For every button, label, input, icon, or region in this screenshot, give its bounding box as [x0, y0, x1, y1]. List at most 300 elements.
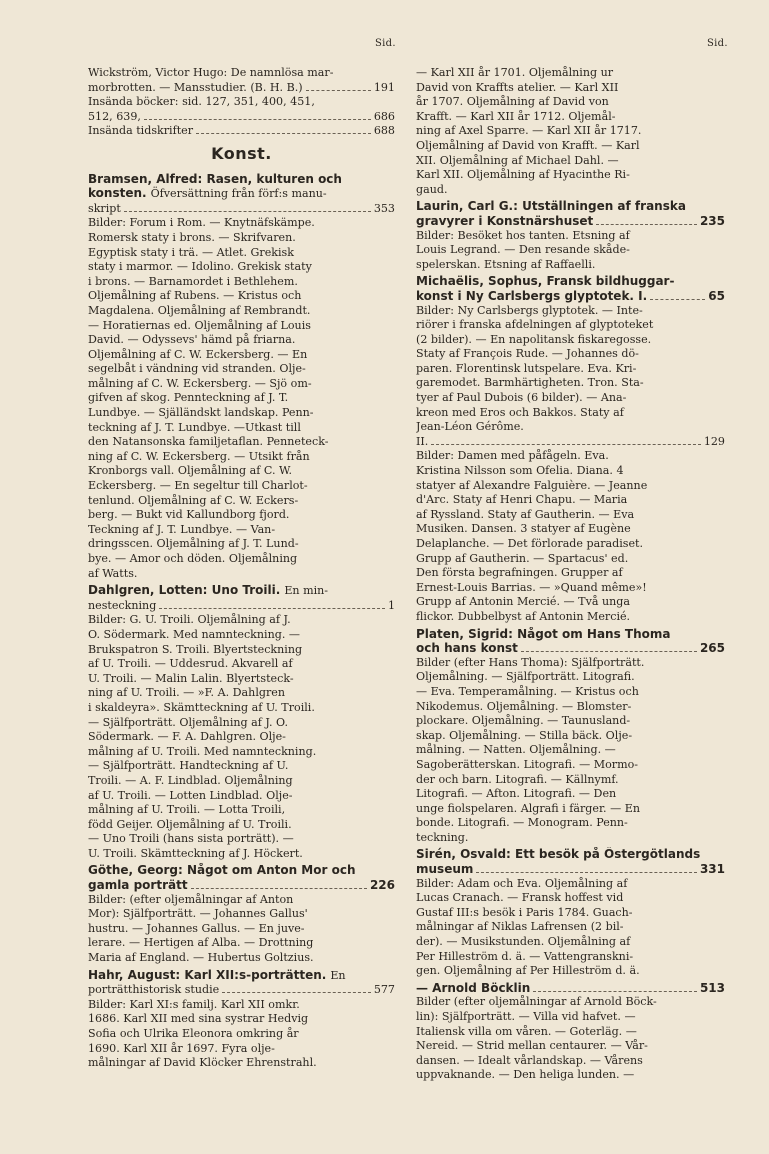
line-text: Wickström, Victor Hugo: De namnlösa mar-	[88, 66, 334, 79]
entry-description-line	[88, 686, 395, 701]
entry-description-line	[88, 672, 395, 687]
line-text: gifven af skog. Pennteckning af J. T.	[88, 391, 289, 405]
entry-heading-line	[88, 172, 395, 187]
line-text: U. Troili. — Malin Lalin. Blyertsteck-	[88, 671, 294, 685]
entry-description-line	[416, 154, 725, 169]
line-text: lin): Själfporträtt. — Villa vid hafvet. —	[416, 1010, 636, 1023]
entry-description-line	[88, 246, 395, 261]
line-text: Bilder: G. U. Troili. Oljemålning af J.	[88, 613, 291, 627]
entry-description-line	[88, 1042, 395, 1057]
entry-description-line	[416, 1010, 725, 1025]
entry-description-line	[88, 231, 395, 246]
page-number: 513	[699, 980, 725, 995]
line-text: målningar af Niklas Lafrensen (2 bil-	[416, 920, 624, 934]
entry-description-line	[416, 729, 725, 744]
entry-description-line	[88, 552, 395, 567]
entry-description-line	[416, 656, 725, 671]
entry-description-line	[88, 1012, 395, 1027]
line-text: Troili. — A. F. Lindblad. Oljemålning	[88, 773, 293, 787]
index-entry	[416, 627, 725, 846]
entry-description-line	[416, 831, 725, 846]
page-number: 688	[373, 124, 395, 138]
entry-title-line	[88, 878, 395, 893]
entry-heading: Sirén, Osvald: Ett besök på Östergötlands	[416, 847, 701, 862]
entry-description-line	[416, 1054, 725, 1069]
entry-description-line	[416, 376, 725, 391]
line-text: af U. Troili. — Lotten Lindblad. Olje-	[88, 788, 293, 802]
line-text: Sofia och Ulrika Eleonora omkring år	[88, 1027, 299, 1040]
line-text: bye. — Amor och döden. Oljemålning	[88, 552, 298, 565]
index-entry	[416, 199, 725, 272]
line-text: 1690. Karl XII år 1697. Fyra olje-	[88, 1041, 275, 1055]
line-text: David. — Odyssevs' hämd på friarna.	[88, 333, 296, 347]
entry-description-line	[88, 260, 395, 275]
entry-description-line	[88, 803, 395, 818]
column-header-left: Sid.	[375, 38, 396, 49]
line-text: Per Hilleström d. ä. — Vattengranskni-	[416, 949, 634, 963]
entry-description-line	[416, 420, 725, 435]
entry-description-line	[416, 110, 725, 125]
line-text: Delaplanche. — Det förlorade paradiset.	[416, 537, 644, 550]
line-text: målning. — Natten. Oljemålning. —	[416, 743, 616, 757]
entry-description-line	[416, 935, 725, 950]
line-text: Bilder: Forum i Rom. — Knytnäfskämpe.	[88, 216, 315, 230]
entry-heading-line	[416, 627, 725, 642]
entry-description-line	[88, 1056, 395, 1071]
left-column	[88, 66, 395, 1071]
entry-description-line	[416, 243, 725, 258]
entry-description-line	[88, 435, 395, 450]
entry-part-line	[416, 435, 725, 450]
line-text: flickor. Dubbelbyst af Antonin Mercié.	[416, 609, 631, 623]
leader-dots	[650, 299, 705, 300]
entry-description-line	[416, 995, 725, 1010]
line-text: Musiken. Dansen. 3 statyer af Eugène	[416, 522, 631, 536]
page-number: 226	[369, 878, 395, 893]
leader-dots	[191, 888, 367, 889]
entry-description-line	[416, 1068, 725, 1083]
leader-dots	[124, 211, 371, 212]
line-text: gen. Oljemålning af Per Hilleström d. ä.	[416, 964, 640, 978]
entry-description-line	[416, 1025, 725, 1040]
line-text: Bilder (efter Hans Thoma): Själfporträtt.	[416, 655, 645, 669]
entry-description-line	[88, 537, 395, 552]
line-text: dansen. — Idealt vårlandskap. — Vårens	[416, 1053, 643, 1067]
entry-description-line	[88, 348, 395, 363]
line-text: Jean-Léon Gérôme.	[416, 420, 524, 434]
line-text: Bilder: Besöket hos tanten. Etsning af	[416, 228, 630, 242]
entry-description-line	[416, 508, 725, 523]
page-number: 65	[708, 288, 725, 303]
leader-dots	[533, 991, 697, 992]
entry-description-line	[416, 493, 725, 508]
page-number: 577	[373, 983, 395, 997]
line-text: Gustaf III:s besök i Paris 1784. Guach-	[416, 905, 633, 919]
line-text: uppvaknande. — Den heliga lunden. —	[416, 1068, 635, 1082]
line-text: Oljemålning af David von Krafft. — Karl	[416, 138, 640, 152]
entry-heading-line	[416, 847, 725, 862]
index-line	[88, 95, 395, 110]
entry-description-line	[416, 920, 725, 935]
entry-description-line	[88, 450, 395, 465]
leader-dots	[521, 651, 697, 652]
line-text: Sagoberätterskan. Litografi. — Mormo-	[416, 757, 639, 771]
line-text: (2 bilder). — En napolitansk fiskaregosse.	[416, 332, 652, 346]
line-text: född Geijer. Oljemålning af U. Troili.	[88, 817, 292, 831]
entry-description-line	[88, 951, 395, 966]
entry-title-text: morbrotten. — Mansstudier. (B. H. B.)	[88, 80, 303, 94]
entry-title-line	[88, 599, 395, 614]
line-text: Bilder: Ny Carlsbergs glyptotek. — Inte-	[416, 303, 643, 317]
entry-title-text: 512, 639,	[88, 109, 141, 123]
line-text: Bilder: Karl XI:s familj. Karl XII omkr.	[88, 997, 300, 1011]
line-text: ning af U. Troili. — »F. A. Dahlgren	[88, 686, 285, 700]
entry-title-line	[416, 981, 725, 996]
page-number: 1	[387, 598, 395, 612]
entry-heading: Göthe, Georg: Något om Anton Mor och	[88, 863, 356, 878]
entry-description-line	[416, 773, 725, 788]
entry-heading: Michaëlis, Sophus, Fransk bildhuggar-	[416, 274, 675, 289]
line-text: af Ryssland. Staty af Gautherin. — Eva	[416, 507, 635, 521]
line-text: målning af U. Troili. Med namnteckning.	[88, 744, 317, 758]
entry-description-line	[88, 613, 395, 628]
entry-title-line	[416, 289, 725, 304]
line-text: — Uno Troili (hans sista porträtt). —	[88, 832, 294, 846]
line-text: berg. — Bukt vid Kallundborg fjord.	[88, 508, 290, 522]
line-text: Bilder (efter oljemålningar af Arnold Böck-	[416, 995, 657, 1009]
entry-title-text: och hans konst	[416, 641, 518, 656]
line-text: Lucas Cranach. — Fransk hoffest vid	[416, 891, 624, 905]
entry-heading: Hahr, August: Karl XII:s-porträtten.	[88, 967, 327, 982]
line-text: ning af C. W. Eckersberg. — Utsikt från	[88, 449, 310, 463]
entry-heading-line	[416, 274, 725, 289]
entry-heading: Bramsen, Alfred: Rasen, kulturen och	[88, 171, 342, 186]
right-column	[416, 66, 725, 1083]
entry-heading: Platen, Sigrid: Något om Hans Thoma	[416, 626, 671, 641]
entry-title-line	[416, 862, 725, 877]
entry-title-text: II.	[416, 434, 429, 448]
entry-description-line	[416, 891, 725, 906]
line-text: teckning af J. T. Lundbye. —Utkast till	[88, 420, 301, 434]
entry-heading-line	[88, 968, 395, 984]
entry-description-line	[416, 670, 725, 685]
page-number: 129	[703, 434, 725, 448]
entry-description-line	[88, 774, 395, 789]
entry-description-line	[88, 304, 395, 319]
line-text: O. Södermark. Med namnteckning. —	[88, 627, 300, 641]
line-text: Nikodemus. Oljemålning. — Blomster-	[416, 699, 632, 713]
entry-description-line	[416, 406, 725, 421]
entry-description-line	[88, 643, 395, 658]
entry-description-line	[416, 714, 725, 729]
line-text: målning af U. Troili. — Lotta Troili,	[88, 803, 286, 817]
leader-dots	[222, 992, 371, 993]
entry-description-line	[416, 906, 725, 921]
line-text: unge fiolspelaren. Algrafi i färger. — En	[416, 801, 640, 815]
entry-title-text: Insända tidskrifter	[88, 124, 194, 138]
line-text: Grupp af Antonin Mercié. — Två unga	[416, 595, 630, 609]
entry-description-line	[416, 802, 725, 817]
page-number: 686	[373, 109, 395, 123]
entry-description-line	[88, 377, 395, 392]
entry-description-line	[416, 183, 725, 198]
entry-description-line	[88, 818, 395, 833]
entry-heading-tail: En min-	[284, 584, 329, 598]
entry-title-line	[88, 983, 395, 998]
entry-description-line	[88, 508, 395, 523]
line-text: segelbåt i vändning vid stranden. Olje-	[88, 362, 306, 376]
index-entry	[416, 847, 725, 978]
line-text: Karl XII. Oljemålning af Hyacinthe Ri-	[416, 168, 630, 182]
entry-description-line	[416, 333, 725, 348]
line-text: staty i marmor. — Idolino. Grekisk staty	[88, 260, 312, 274]
line-text: i brons. — Barnamordet i Bethlehem.	[88, 274, 298, 288]
entry-description-line	[88, 657, 395, 672]
line-text: Oljemålning af Rubens. — Kristus och	[88, 289, 302, 303]
entry-title-line	[416, 641, 725, 656]
entry-description-line	[416, 787, 725, 802]
line-text: tenlund. Oljemålning af C. W. Eckers-	[88, 493, 299, 507]
line-text: Egyptisk staty i trä. — Atlet. Grekisk	[88, 245, 294, 259]
entry-title-text: nesteckning	[88, 598, 157, 612]
entry-heading-line	[416, 199, 725, 214]
line-text: — Horatiernas ed. Oljemålning af Louis	[88, 318, 311, 332]
line-text: Krafft. — Karl XII år 1712. Oljemål-	[416, 109, 616, 123]
leader-dots	[144, 119, 371, 120]
line-text: kreon med Eros och Bakkos. Staty af	[416, 405, 624, 419]
entry-description-line	[88, 745, 395, 760]
entry-description-line	[416, 950, 725, 965]
page-number: 353	[373, 201, 395, 215]
entry-description-line	[416, 66, 725, 81]
line-text: dringsscen. Oljemålning af J. T. Lund-	[88, 537, 299, 551]
line-text: Teckning af J. T. Lundbye. — Van-	[88, 522, 276, 536]
entry-description-line	[88, 893, 395, 908]
entry-description-line	[416, 595, 725, 610]
index-entry	[88, 863, 395, 965]
line-text: tyer af Paul Dubois (6 bilder). — Ana-	[416, 391, 627, 405]
entry-description-line	[88, 936, 395, 951]
line-text: den Natansonska familjetaflan. Penneteck-	[88, 435, 329, 449]
line-text: — Själfporträtt. Oljemålning af J. O.	[88, 715, 289, 729]
line-text: Bilder: (efter oljemålningar af Anton	[88, 892, 294, 906]
entry-description-line	[88, 319, 395, 334]
index-line	[88, 81, 395, 96]
entry-description-line	[88, 628, 395, 643]
index-entry	[416, 274, 725, 624]
line-text: Louis Legrand. — Den resande skåde-	[416, 243, 630, 257]
line-text: Bilder: Adam och Eva. Oljemålning af	[416, 876, 628, 890]
line-text: teckning.	[416, 830, 469, 844]
entry-description-line	[416, 304, 725, 319]
leader-dots	[431, 444, 701, 445]
entry-description-line	[88, 216, 395, 231]
line-text: af U. Troili. — Uddesrud. Akvarell af	[88, 657, 293, 671]
index-entry	[416, 981, 725, 1083]
entry-description-line	[88, 391, 395, 406]
line-text: spelerskan. Etsning af Raffaelli.	[416, 257, 596, 271]
leader-dots	[159, 608, 385, 609]
entry-title-line	[88, 202, 395, 217]
line-text: af Watts.	[88, 566, 138, 580]
line-text: der och barn. Litografi. — Källnymf.	[416, 772, 619, 786]
line-text: Maria af England. — Hubertus Goltzius.	[88, 951, 314, 965]
entry-heading-tail: Öfversättning från förf:s manu-	[150, 187, 327, 201]
index-line	[88, 66, 395, 81]
line-text: gaud.	[416, 182, 448, 196]
line-text: Eckersberg. — En segeltur till Charlot-	[88, 479, 308, 493]
line-text: Staty af François Rude. — Johannes dö-	[416, 347, 639, 361]
column-header-right: Sid.	[707, 38, 728, 49]
entry-description-line	[416, 1039, 725, 1054]
page-number: 265	[699, 641, 725, 656]
line-text: Nereid. — Strid mellan centaurer. — Vår-	[416, 1039, 648, 1053]
entry-description-line	[88, 730, 395, 745]
line-text: lerare. — Hertigen af Alba. — Drottning	[88, 936, 314, 950]
entry-heading: Dahlgren, Lotten: Uno Troili.	[88, 583, 281, 598]
line-text: — Själfporträtt. Handteckning af U.	[88, 759, 289, 773]
line-text: Romersk staty i brons. — Skrifvaren.	[88, 230, 296, 244]
entry-description-line	[88, 523, 395, 538]
line-text: skap. Oljemålning. — Stilla bäck. Olje-	[416, 728, 633, 742]
entry-description-line	[416, 758, 725, 773]
leader-dots	[476, 872, 697, 873]
line-text: Magdalena. Oljemålning af Rembrandt.	[88, 303, 311, 317]
entry-description-line	[88, 847, 395, 862]
line-text: ning af Axel Sparre. — Karl XII år 1717.	[416, 124, 642, 138]
line-text: Italiensk villa om våren. — Goterläg. —	[416, 1024, 637, 1038]
entry-description-line	[416, 347, 725, 362]
entry-description-line	[88, 701, 395, 716]
entry-description-line	[416, 168, 725, 183]
entry-description-line	[88, 289, 395, 304]
line-text: Oljemålning af C. W. Eckersberg. — En	[88, 347, 308, 361]
line-text: Södermark. — F. A. Dahlgren. Olje-	[88, 730, 286, 744]
line-text: i skaldeyra». Skämtteckning af U. Troili.	[88, 700, 315, 714]
line-text: paren. Florentinsk lutspelare. Eva. Kri-	[416, 361, 637, 375]
entry-description-line	[88, 1027, 395, 1042]
entry-description-line	[416, 479, 725, 494]
leader-dots	[306, 90, 371, 91]
entry-description-line	[88, 922, 395, 937]
line-text: — Eva. Temperamålning. — Kristus och	[416, 684, 639, 698]
entry-description-line	[416, 258, 725, 273]
line-text: — Karl XII år 1701. Oljemålning ur	[416, 66, 614, 79]
line-text: 1686. Karl XII med sina systrar Hedvig	[88, 1012, 309, 1026]
entry-description-line	[88, 479, 395, 494]
entry-description-line	[416, 522, 725, 537]
page-number: 331	[699, 862, 725, 877]
entry-description-line	[416, 610, 725, 625]
entry-description-line	[416, 816, 725, 831]
line-text: Brukspatron S. Troili. Blyertsteckning	[88, 642, 303, 656]
line-text: David von Kraffts atelier. — Karl XII	[416, 80, 619, 94]
entry-description-line	[88, 832, 395, 847]
index-line	[88, 110, 395, 125]
entry-description-line	[416, 537, 725, 552]
entry-title-text: skript	[88, 201, 121, 215]
entry-description-line	[416, 81, 725, 96]
entry-title-text: gamla porträtt	[88, 878, 188, 893]
entry-title-text: konst i Ny Carlsbergs glyptotek. I.	[416, 288, 648, 303]
line-text: Oljemålning. — Själfporträtt. Litografi.	[416, 670, 635, 684]
entry-description-line	[416, 552, 725, 567]
index-entry	[88, 583, 395, 861]
line-text: år 1707. Oljemålning af David von	[416, 95, 609, 109]
entry-title-text: porträtthistorisk studie	[88, 983, 220, 997]
entry-description-line	[88, 567, 395, 582]
entry-description-line	[416, 743, 725, 758]
entry-description-line	[416, 700, 725, 715]
entry-heading: konsten.	[88, 186, 147, 201]
line-text: plockare. Oljemålning. — Taunusland-	[416, 714, 631, 728]
entry-title-text: — Arnold Böcklin	[416, 980, 531, 995]
entry-description-line	[88, 789, 395, 804]
entry-description-line	[416, 964, 725, 979]
entry-description-line	[88, 362, 395, 377]
index-entry	[88, 968, 395, 1071]
line-text: U. Troili. Skämtteckning af J. Höckert.	[88, 846, 303, 860]
line-text: målningar af David Klöcker Ehrenstrahl.	[88, 1056, 317, 1070]
entry-description-line	[416, 362, 725, 377]
line-text: Mor): Själfporträtt. — Johannes Gallus'	[88, 907, 308, 921]
index-entry	[88, 172, 395, 582]
entry-description-line	[416, 449, 725, 464]
line-text: Litografi. — Afton. Litografi. — Den	[416, 787, 617, 801]
line-text: der). — Musikstunden. Oljemålning af	[416, 935, 631, 949]
entry-description-line	[88, 907, 395, 922]
entry-description-line	[416, 95, 725, 110]
entry-description-line	[88, 464, 395, 479]
entry-description-line	[416, 464, 725, 479]
entry-description-line	[88, 275, 395, 290]
line-text: garemodet. Barmhärtigheten. Tron. Sta-	[416, 376, 644, 390]
entry-description-line	[416, 581, 725, 596]
entry-title-text: museum	[416, 862, 474, 877]
entry-heading-tail: En	[330, 968, 346, 982]
line-text: Bilder: Damen med påfågeln. Eva.	[416, 449, 609, 463]
entry-description-line	[88, 406, 395, 421]
line-text: riörer i franska afdelningen af glyptoteket	[416, 318, 654, 332]
entry-description-line	[416, 139, 725, 154]
entry-description-line	[88, 494, 395, 509]
line-text: Den första begrafningen. Grupper af	[416, 566, 623, 580]
entry-description-line	[88, 998, 395, 1013]
entry-heading: Laurin, Carl G.: Utställningen af franska	[416, 199, 686, 214]
leader-dots	[596, 224, 697, 225]
entry-heading-line	[88, 583, 395, 599]
line-text: Ernest-Louis Barrias. — »Quand même»!	[416, 580, 647, 594]
entry-heading-line	[88, 863, 395, 878]
entry-description-line	[416, 685, 725, 700]
entry-description-line	[88, 421, 395, 436]
line-text: målning af C. W. Eckersberg. — Sjö om-	[88, 376, 312, 390]
line-text: Insända böcker: sid. 127, 351, 400, 451,	[88, 95, 315, 109]
entry-description-line	[416, 229, 725, 244]
entry-description-line	[88, 333, 395, 348]
index-line	[88, 124, 395, 139]
line-text: d'Arc. Staty af Henri Chapu. — Maria	[416, 493, 628, 507]
entry-title-text: gravyrer i Konstnärshuset	[416, 213, 594, 228]
entry-description-line	[416, 877, 725, 892]
line-text: Lundbye. — Själländskt landskap. Penn-	[88, 406, 314, 420]
line-text: bonde. Litografi. — Monogram. Penn-	[416, 816, 628, 830]
entry-description-line	[416, 318, 725, 333]
entry-description-line	[88, 759, 395, 774]
entry-description-line	[88, 716, 395, 731]
entry-description-line	[416, 124, 725, 139]
line-text: Grupp af Gautherin. — Spartacus' ed.	[416, 551, 629, 565]
